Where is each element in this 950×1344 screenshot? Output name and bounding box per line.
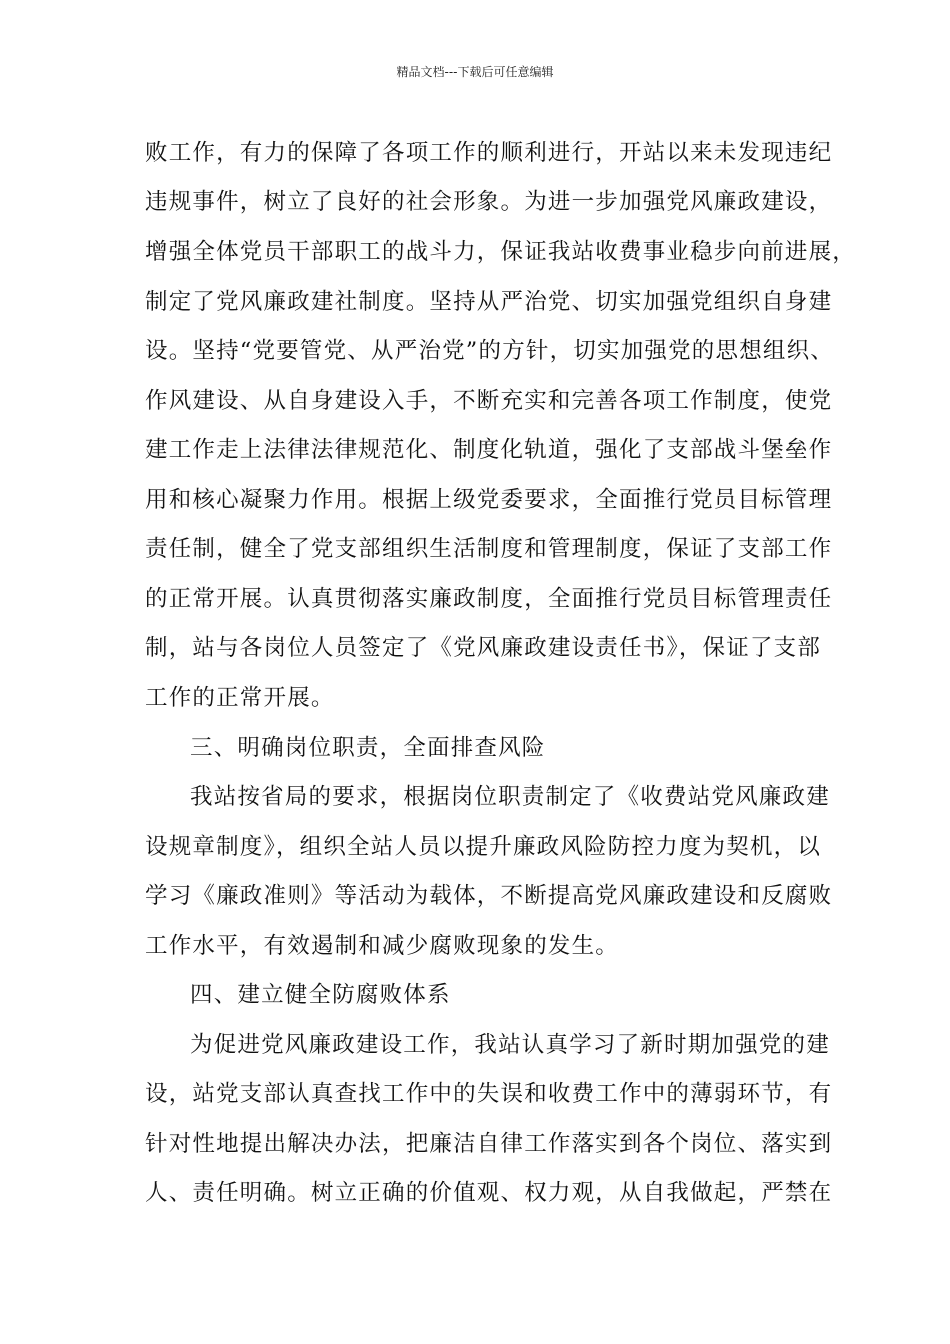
text-line: 败工作，有力的保障了各项工作的顺利进行，开站以来未发现违纪 xyxy=(145,140,833,166)
text-line: 违规事件，树立了良好的社会形象。为进一步加强党风廉政建设， xyxy=(145,189,833,215)
text-line: 设。坚持“党要管党、从严治党”的方针，切实加强党的思想组织、 xyxy=(145,338,835,364)
text-line: 用和核心凝聚力作用。根据上级党委要求，全面推行党员目标管理 xyxy=(145,487,833,513)
text-line: 人、责任明确。树立正确的价值观、权力观，从自我做起，严禁在 xyxy=(145,1180,833,1206)
text-line: 设，站党支部认真查找工作中的失误和收费工作中的薄弱环节，有 xyxy=(145,1081,833,1107)
page-header: 精品文档---下载后可任意编辑 xyxy=(396,65,554,79)
section-heading: 三、明确岗位职责，全面排查风险 xyxy=(190,735,546,761)
section-heading: 四、建立健全防腐败体系 xyxy=(190,982,451,1008)
text-line: 为促进党风廉政建设工作，我站认真学习了新时期加强党的建 xyxy=(190,1032,830,1058)
text-line: 作风建设、从自身建设入手，不断充实和完善各项工作制度，使党 xyxy=(145,388,833,414)
text-line: 制定了党风廉政建社制度。坚持从严治党、切实加强党组织自身建 xyxy=(145,289,833,315)
text-line: 制，站与各岗位人员签定了《党风廉政建设责任书》，保证了支部 xyxy=(145,635,822,661)
text-line: 工作水平，有效遏制和减少腐败现象的发生。 xyxy=(145,933,620,959)
text-line: 针对性地提出解决办法，把廉洁自律工作落实到各个岗位、落实到 xyxy=(145,1131,833,1157)
text-line: 责任制，健全了党支部组织生活制度和管理制度，保证了支部工作 xyxy=(145,536,833,562)
text-line: 增强全体党员干部职工的战斗力，保证我站收费事业稳步向前进展， xyxy=(145,239,857,265)
text-line: 的正常开展。认真贯彻落实廉政制度，全面推行党员目标管理责任 xyxy=(145,586,833,612)
text-line: 我站按省局的要求，根据岗位职责制定了《收费站党风廉政建 xyxy=(190,784,830,810)
text-line: 设规章制度》，组织全站人员以提升廉政风险防控力度为契机，以 xyxy=(145,834,822,860)
text-line: 学习《廉政准则》等活动为载体，不断提高党风廉政建设和反腐败 xyxy=(145,883,833,909)
text-line: 工作的正常开展。 xyxy=(145,685,335,711)
text-line: 建工作走上法律法律规范化、制度化轨道，强化了支部战斗堡垒作 xyxy=(145,437,833,463)
